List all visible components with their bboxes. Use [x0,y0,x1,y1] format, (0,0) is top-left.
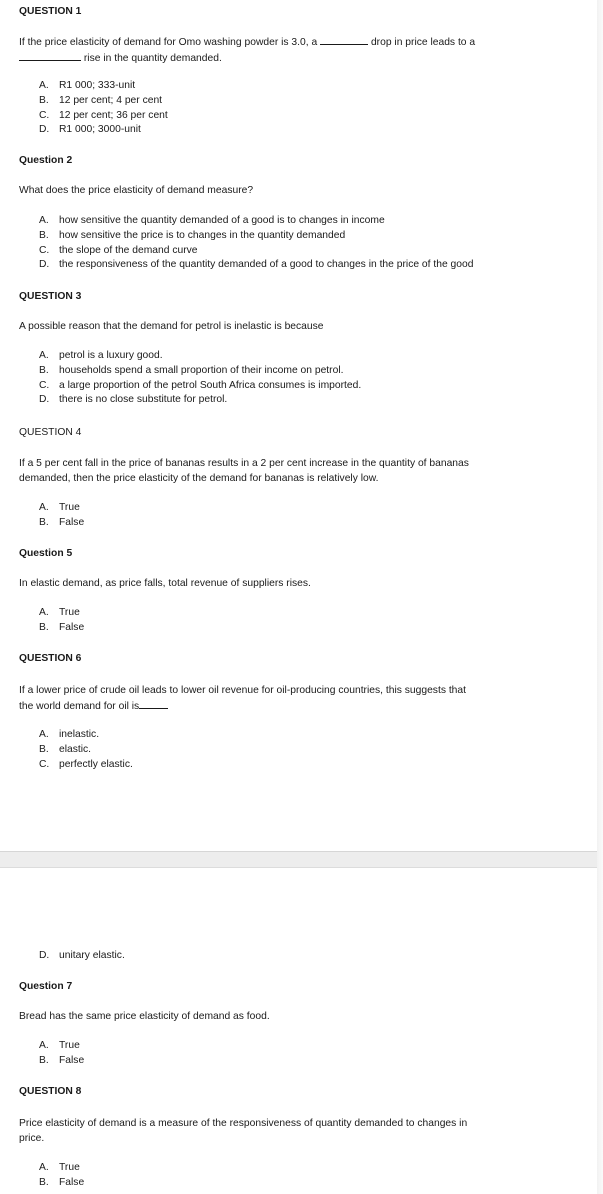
question-1-options [39,79,594,138]
option-b: B. households spend a small proportion of their income on petrol. [39,364,344,376]
question-6-heading: QUESTION 6 [19,653,82,664]
question-6-stem [19,683,594,714]
question-1-stem-part-a: If the price elasticity of demand for Omo washing powder is 3.0, a [19,37,318,48]
question-4-stem-line-1: If a 5 per cent fall in the price of bananas results in a 2 per cent increase in the quantity of bananas [19,458,469,469]
document-page-2 [0,868,597,1194]
answer-blank [139,698,168,709]
question-8-options [39,1161,594,1191]
question-7-options [39,1039,594,1069]
option-b: B. 12 per cent; 4 per cent [39,94,163,106]
question-8-stem-line-2: price. [19,1133,45,1144]
answer-blank [19,50,81,61]
option-c: C. 12 per cent; 36 per cent [39,109,168,121]
option-b: B. False [39,516,85,528]
option-d: D. the responsiveness of the quantity demanded of a good to changes in the price of the good [39,259,474,271]
page-break [0,851,603,868]
option-b: B. elastic. [39,743,92,755]
question-4-heading: QUESTION 4 [19,427,82,438]
option-a: A. True [39,607,80,618]
question-8-stem-line-1: Price elasticity of demand is a measure of the responsiveness of quantity demanded to changes in [19,1118,468,1129]
question-2-stem: What does the price elasticity of demand measure? [19,185,254,196]
question-5-heading: Question 5 [19,548,73,559]
question-1-heading: QUESTION 1 [19,6,82,17]
option-a: A. R1 000; 333-unit [39,80,136,91]
question-8-heading: QUESTION 8 [19,1086,82,1097]
question-2-heading: Question 2 [19,155,73,166]
option-a: A. how sensitive the quantity demanded of a good is to changes in income [39,215,385,226]
question-3-heading: QUESTION 3 [19,291,82,302]
option-a: A. True [39,502,80,513]
option-c: C. a large proportion of the petrol South Africa consumes is imported. [39,379,362,391]
question-6-options [39,728,594,772]
answer-blank [320,34,368,45]
question-4-stem-line-2: demanded, then the price elasticity of the demand for bananas is relatively low. [19,473,379,484]
option-a: A. True [39,1040,80,1051]
question-8-stem [19,1116,594,1146]
question-2-options [39,214,594,273]
option-a: A. inelastic. [39,729,100,740]
option-b: B. False [39,1176,85,1188]
question-5-stem: In elastic demand, as price falls, total revenue of suppliers rises. [19,578,311,589]
question-7-stem: Bread has the same price elasticity of demand as food. [19,1011,270,1022]
question-3-stem: A possible reason that the demand for petrol is inelastic is because [19,321,324,332]
option-c: C. the slope of the demand curve [39,244,198,256]
question-1-stem [19,34,594,66]
option-b: B. False [39,621,85,633]
question-1-stem-part-b: drop in price leads to a [370,37,476,48]
option-a: A. petrol is a luxury good. [39,350,163,361]
question-3-options [39,349,594,408]
question-5-options [39,606,594,636]
page-edge-shadow [597,0,603,1194]
option-c: C. perfectly elastic. [39,758,133,770]
option-b: B. False [39,1054,85,1066]
option-d: D. unitary elastic. [39,950,125,961]
question-6-stem-line-2: the world demand for oil is [19,701,140,712]
option-d: D. there is no close substitute for petrol. [39,394,228,406]
question-1-stem-part-c: rise in the quantity demanded. [83,53,222,64]
question-4-options [39,501,594,531]
question-7-heading: Question 7 [19,981,73,992]
option-d: D. R1 000; 3000-unit [39,124,141,136]
question-4-stem [19,456,594,486]
question-6-stem-line-1: If a lower price of crude oil leads to lower oil revenue for oil-producing countries, this suggests that [19,685,466,696]
option-b: B. how sensitive the price is to changes in the quantity demanded [39,229,346,241]
option-a: A. True [39,1162,80,1173]
question-6-options-continued [39,949,594,964]
